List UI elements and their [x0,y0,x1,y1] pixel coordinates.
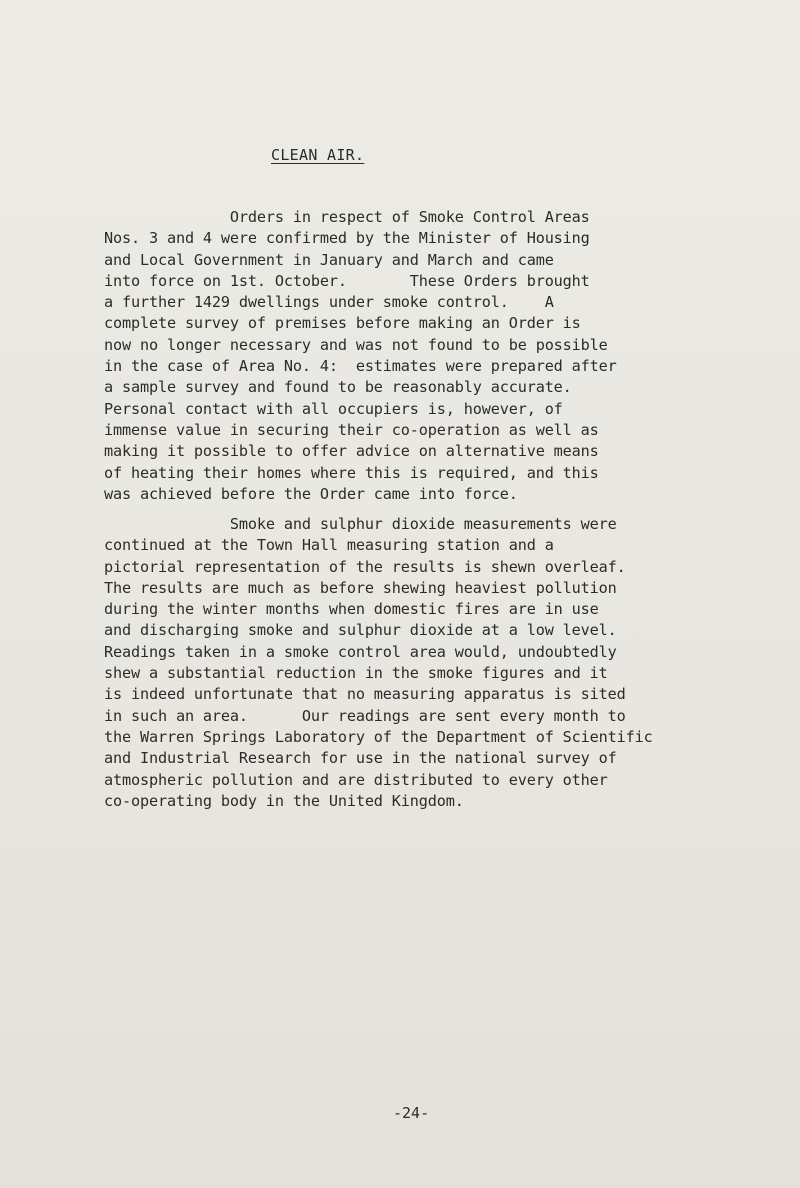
section-title: CLEAN AIR. [271,146,365,164]
text-line: immense value in securing their co-operation as well as [104,420,599,439]
text-line: during the winter months when domestic fires are in use [104,600,599,619]
text-line: was achieved before the Order came into force. [104,484,518,503]
text-line: making it possible to offer advice on alternative means [104,442,599,461]
text-line: a further 1429 dwellings under smoke control. A [104,293,554,312]
text-line: complete survey of premises before making an Order is [104,314,581,333]
text-line: atmospheric pollution and are distributed to every other [104,770,608,789]
text-line: is indeed unfortunate that no measuring apparatus is sited [104,685,626,704]
text-line: in such an area. Our readings are sent every month to [104,706,626,725]
text-line: Nos. 3 and 4 were confirmed by the Minister of Housing [104,229,590,248]
text-line: shew a substantial reduction in the smoke figures and it [104,664,608,683]
paragraph-smoke-control-orders [104,207,784,505]
text-line: Orders in respect of Smoke Control Areas [104,208,590,226]
text-line: Smoke and sulphur dioxide measurements were [104,515,617,533]
text-line: of heating their homes where this is required, and this [104,463,599,482]
text-line: a sample survey and found to be reasonably accurate. [104,378,572,397]
text-line: continued at the Town Hall measuring station and a [104,536,554,555]
text-line: co-operating body in the United Kingdom. [104,791,464,810]
text-line: the Warren Springs Laboratory of the Department of Scientific [104,727,653,746]
text-line: and Local Government in January and March and came [104,250,554,269]
text-line: The results are much as before shewing heaviest pollution [104,578,617,597]
text-line: into force on 1st. October. These Orders brought [104,271,590,290]
text-line: and discharging smoke and sulphur dioxide at a low level. [104,621,617,640]
text-line: Readings taken in a smoke control area would, undoubtedly [104,642,617,661]
text-line: Personal contact with all occupiers is, however, of [104,399,563,418]
page-number: -24- [393,1104,430,1122]
text-line: pictorial representation of the results is shewn overleaf. [104,557,626,576]
paragraph-measurements [104,514,784,812]
text-line: now no longer necessary and was not found to be possible [104,335,608,354]
text-line: in the case of Area No. 4: estimates were prepared after [104,357,617,376]
text-line: and Industrial Research for use in the national survey of [104,749,617,768]
